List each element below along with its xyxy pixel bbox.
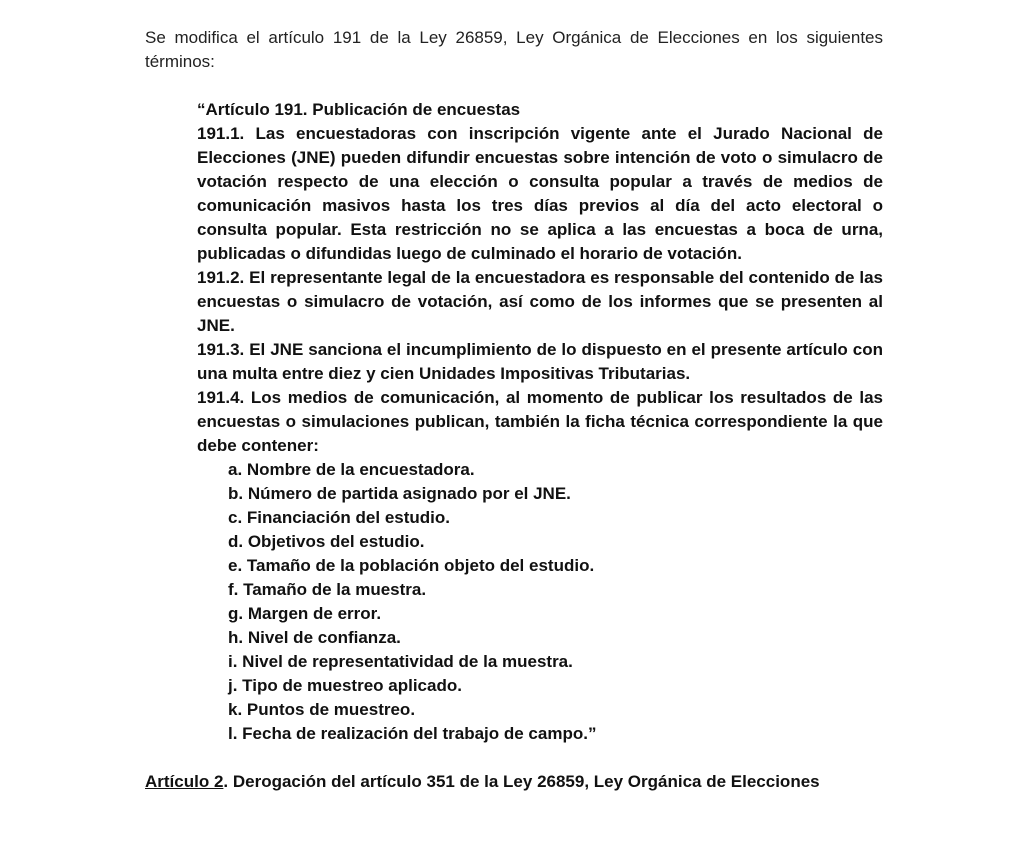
article-191-heading: “Artículo 191. Publicación de encuestas — [197, 100, 521, 119]
list-item-f: f. Tamaño de la muestra. — [228, 580, 427, 599]
article-2-heading — [145, 770, 883, 794]
list-item-c: c. Financiación del estudio. — [228, 508, 450, 527]
clause-191-4: 191.4. Los medios de comunicación, al momento de publicar los resultados de las encuestas o simulaciones publican, también la ficha técnica correspondiente la que debe contener: — [197, 388, 883, 455]
list-item-l: l. Fecha de realización del trabajo de campo.” — [228, 724, 597, 743]
ficha-tecnica-list — [228, 458, 883, 746]
list-item-a: a. Nombre de la encuestadora. — [228, 460, 475, 479]
intro-paragraph: Se modifica el artículo 191 de la Ley 26859, Ley Orgánica de Elecciones en los siguientes términos: — [145, 28, 883, 71]
list-item-b: b. Número de partida asignado por el JNE. — [228, 484, 571, 503]
list-item-j: j. Tipo de muestreo aplicado. — [228, 676, 462, 695]
list-item-d: d. Objetivos del estudio. — [228, 532, 425, 551]
list-item-i: i. Nivel de representatividad de la muestra. — [228, 652, 573, 671]
clause-191-3: 191.3. El JNE sanciona el incumplimiento de lo dispuesto en el presente artículo con una multa entre diez y cien Unidades Impositivas Tributarias. — [197, 340, 883, 383]
clause-191-2: 191.2. El representante legal de la encuestadora es responsable del contenido de las encuestas o simulacro de votación, así como de los informes que se presenten al JNE. — [197, 268, 883, 335]
article-2-rest: . Derogación del artículo 351 de la Ley 26859, Ley Orgánica de Elecciones — [223, 772, 820, 791]
article-2-label: Artículo 2 — [145, 772, 224, 791]
clause-191-1: 191.1. Las encuestadoras con inscripción vigente ante el Jurado Nacional de Elecciones (JNE) pueden difundir encuestas sobre intención de voto o simulacro de votación respecto de una elección o consulta popular a través de medios de comunicación masivos hasta los tres días previos al día del acto electoral o consulta popular. Esta restricción no se aplica a las encuestas a boca de urna, publicadas o difundidas luego de culminado el horario de votación. — [197, 124, 883, 263]
list-item-e: e. Tamaño de la población objeto del estudio. — [228, 556, 595, 575]
list-item-h: h. Nivel de confianza. — [228, 628, 401, 647]
article-191-block — [197, 98, 883, 746]
list-item-k: k. Puntos de muestreo. — [228, 700, 416, 719]
list-item-g: g. Margen de error. — [228, 604, 382, 623]
